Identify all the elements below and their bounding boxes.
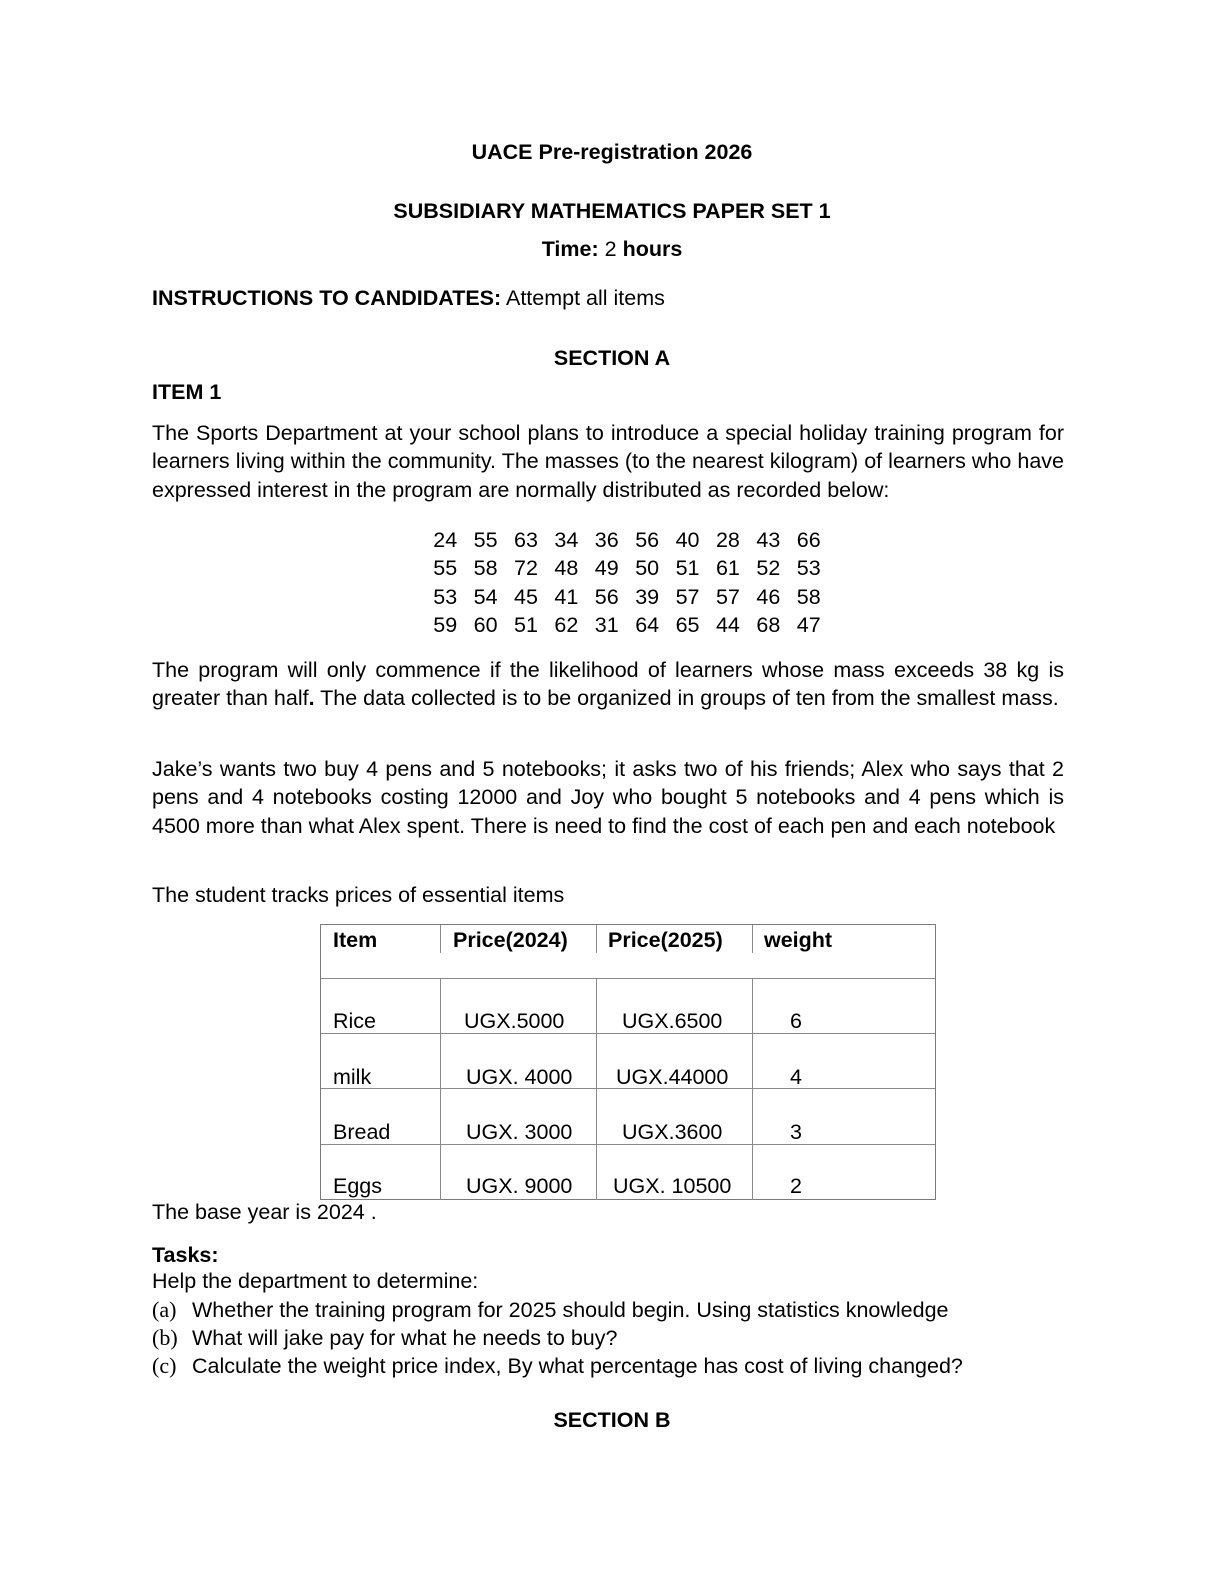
masses-row	[425, 611, 829, 639]
mass-value: 41	[554, 584, 579, 609]
item-label: ITEM 1	[152, 380, 222, 404]
table-divider	[440, 925, 441, 953]
table-divider	[440, 978, 441, 1200]
table-cell-item: Bread	[333, 1120, 391, 1144]
tasks-label: Tasks:	[152, 1243, 219, 1267]
mass-value: 54	[473, 584, 498, 609]
mass-value: 55	[433, 556, 458, 581]
table-cell-price-2024: UGX. 4000	[466, 1065, 573, 1089]
mass-value: 55	[473, 528, 498, 552]
tasks-intro: Help the department to determine:	[152, 1269, 479, 1293]
masses-data-block	[425, 526, 829, 639]
table-cell-item: milk	[333, 1065, 372, 1089]
mass-value: 39	[635, 584, 660, 609]
condition-bold-dot: .	[308, 686, 315, 711]
task-letter: (b)	[152, 1325, 178, 1350]
table-divider	[596, 925, 597, 953]
item-intro-paragraph: The Sports Department at your school plans to introduce a special holiday training program for learners living within the community. The masses (to the nearest kilogram) of learners who have expressed interest in the program are normally distributed as recorded below:	[152, 421, 1064, 502]
table-cell-price-2025: UGX.6500	[622, 1009, 723, 1033]
time-value: 2	[604, 237, 617, 261]
table-cell-price-2025: UGX.3600	[622, 1120, 723, 1144]
section-b-heading: SECTION B	[553, 1408, 671, 1432]
mass-value: 63	[514, 528, 538, 552]
task-text: Whether the training program for 2025 should begin. Using statistics knowledge	[192, 1298, 949, 1322]
mass-value: 34	[554, 528, 579, 552]
mass-value: 66	[796, 528, 821, 552]
table-cell-price-2025: UGX.44000	[616, 1065, 729, 1089]
time-label: Time:	[541, 237, 599, 261]
table-cell-weight: 3	[790, 1120, 802, 1144]
task-letter: (a)	[152, 1297, 177, 1322]
masses-row	[425, 554, 829, 582]
masses-row	[425, 526, 829, 554]
table-cell-item: Rice	[333, 1009, 377, 1033]
mass-value: 53	[796, 556, 821, 581]
table-header-weight: weight	[764, 928, 833, 952]
mass-value: 57	[675, 584, 700, 609]
mass-value: 51	[675, 556, 700, 581]
exam-title: UACE Pre-registration 2026	[471, 140, 753, 164]
mass-value: 40	[675, 528, 700, 552]
mass-value: 31	[594, 612, 619, 637]
mass-value: 64	[635, 612, 660, 637]
mass-value: 72	[514, 556, 538, 581]
table-cell-weight: 2	[790, 1174, 802, 1198]
mass-value: 58	[796, 584, 821, 609]
table-divider	[321, 978, 935, 979]
mass-value: 53	[433, 584, 458, 609]
mass-value: 51	[514, 612, 538, 637]
paper-title: SUBSIDIARY MATHEMATICS PAPER SET 1	[393, 199, 831, 223]
condition-text-1: The program will only commence if the likelihood of learners whose mass exceeds 38 kg is greater than half	[152, 658, 1064, 711]
mass-value: 62	[554, 612, 579, 637]
mass-value: 50	[635, 556, 660, 581]
mass-value: 68	[756, 612, 781, 637]
task-item	[152, 1297, 949, 1323]
task-text: What will jake pay for what he needs to buy?	[192, 1326, 618, 1350]
time-unit: hours	[622, 237, 683, 261]
task-item	[152, 1325, 617, 1351]
task-letter: (c)	[152, 1353, 177, 1378]
table-cell-price-2024: UGX. 3000	[466, 1120, 573, 1144]
table-header-price-2025: Price(2025)	[608, 928, 723, 952]
table-cell-price-2024: UGX.5000	[464, 1009, 565, 1033]
time-line	[0, 237, 1224, 262]
table-cell-item: Eggs	[333, 1174, 383, 1198]
table-cell-price-2025: UGX. 10500	[613, 1174, 732, 1198]
mass-value: 48	[554, 556, 579, 581]
table-divider	[596, 978, 597, 1200]
mass-value: 24	[433, 528, 458, 552]
instructions-text: Attempt all items	[505, 286, 665, 310]
mass-value: 59	[433, 612, 458, 637]
mass-value: 36	[594, 528, 619, 552]
table-cell-weight: 6	[790, 1009, 802, 1033]
task-text: Calculate the weight price index, By what percentage has cost of living changed?	[192, 1354, 963, 1378]
mass-value: 28	[715, 528, 740, 552]
table-header-price-2024: Price(2024)	[453, 928, 568, 952]
mass-value: 56	[594, 584, 619, 609]
table-cell-weight: 4	[790, 1065, 802, 1089]
mass-value: 65	[675, 612, 700, 637]
mass-value: 49	[594, 556, 619, 581]
price-table	[320, 924, 936, 1200]
mass-value: 57	[715, 584, 740, 609]
mass-value: 46	[756, 584, 781, 609]
condition-text-2: The data collected is to be organized in groups of ten from the smallest mass.	[314, 686, 1059, 711]
mass-value: 60	[473, 612, 498, 637]
mass-value: 56	[635, 528, 660, 552]
masses-row	[425, 583, 829, 611]
table-header-item: Item	[333, 928, 378, 952]
mass-value: 52	[756, 556, 781, 581]
mass-value: 47	[796, 612, 821, 637]
table-cell-price-2024: UGX. 9000	[466, 1174, 573, 1198]
mass-value: 58	[473, 556, 498, 581]
table-divider	[752, 925, 753, 953]
tracks-text: The student tracks prices of essential items	[152, 883, 565, 907]
base-year-text: The base year is 2024 .	[152, 1200, 377, 1224]
mass-value: 61	[715, 556, 740, 581]
mass-value: 44	[715, 612, 740, 637]
section-a-heading: SECTION A	[553, 346, 671, 370]
task-item	[152, 1353, 963, 1379]
jake-paragraph: Jake’s wants two buy 4 pens and 5 notebooks; it asks two of his friends; Alex who says that 2 pens and 4 notebooks costing 12000 and Joy who bought 5 notebooks and 4 pens which is 4500 more than what Alex spent. There is need to find the cost of each pen and each notebook	[152, 757, 1064, 838]
condition-paragraph	[152, 656, 1064, 713]
mass-value: 43	[756, 528, 781, 552]
instructions-line	[152, 286, 665, 311]
instructions-label: INSTRUCTIONS TO CANDIDATES:	[152, 286, 502, 310]
table-divider	[752, 978, 753, 1200]
mass-value: 45	[514, 584, 538, 609]
